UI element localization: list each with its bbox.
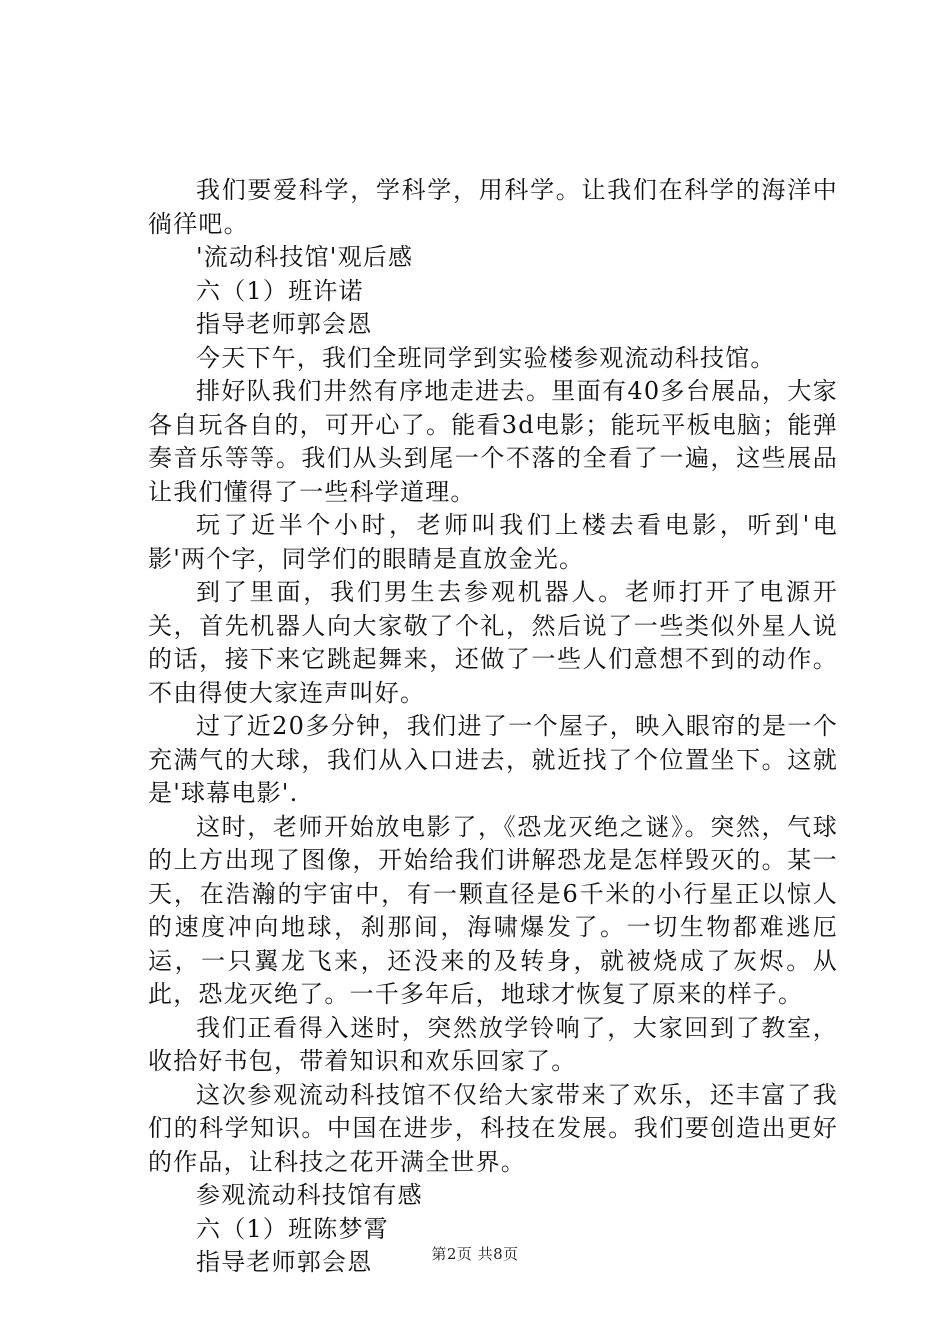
essay-title: '流动科技馆'观后感 [196,243,414,271]
teacher-line: 指导老师郭会恩 [196,310,373,338]
paragraph: 玩了近半个小时，老师叫我们上楼去看电影，听到'电影'两个字，同学们的眼睛是直放金光。 [148,511,838,573]
paragraph: 到了里面，我们男生去参观机器人。老师打开了电源开关，首先机器人向大家敬了个礼，然后说了一些类似外星人说的话，接下来它跳起舞来，还做了一些人们意想不到的动作。不由得使大家连声叫好。 [148,578,838,707]
paragraph: 过了近20多分钟，我们进了一个屋子，映入眼帘的是一个充满气的大球，我们从入口进去，就近找了个位置坐下。这就是'球幕电影'. [148,712,838,807]
page-number-footer: 第2页 共8页 [431,1245,519,1263]
paragraph: 排好队我们井然有序地走进去。里面有40多台展品，大家各自玩各自的，可开心了。能看3d电影；能玩平板电脑；能弹奏音乐等等。我们从头到尾一个不落的全看了一遍，这些展品让我们懂得了一些科学道理。 [148,377,838,506]
author-line: 六（1）班陈梦霄 [196,1214,389,1243]
paragraph: 我们正看得入迷时，突然放学铃响了，大家回到了教室，收拾好书包，带着知识和欢乐回家了。 [148,1013,838,1075]
paragraph: 我们要爱科学，学科学，用科学。让我们在科学的海洋中徜徉吧。 [148,176,838,238]
author-line: 六（1）班许诺 [196,276,364,305]
essay-title: 参观流动科技馆有感 [196,1181,423,1209]
paragraph: 今天下午，我们全班同学到实验楼参观流动科技馆。 [196,343,776,372]
document-body [148,174,838,1280]
paragraph: 这次参观流动科技馆不仅给大家带来了欢乐，还丰富了我们的科学知识。中国在进步，科技在发展。我们要创造出更好的作品，让科技之花开满全世界。 [148,1080,838,1176]
paragraph: 这时，老师开始放电影了，《恐龙灭绝之谜》。突然，气球的上方出现了图像，开始给我们讲解恐龙是怎样毁灭的。某一天，在浩瀚的宇宙中，有一颗直径是6千米的小行星正以惊人的速度冲向地球，刹那间，海啸爆发了。一切生物都难逃厄运，一只翼龙飞来，还没来的及转身，就被烧成了灰烬。从此，恐龙灭绝了。一千多年后，地球才恢复了原来的样子。 [148,812,838,1008]
teacher-line: 指导老师郭会恩 [196,1248,373,1276]
